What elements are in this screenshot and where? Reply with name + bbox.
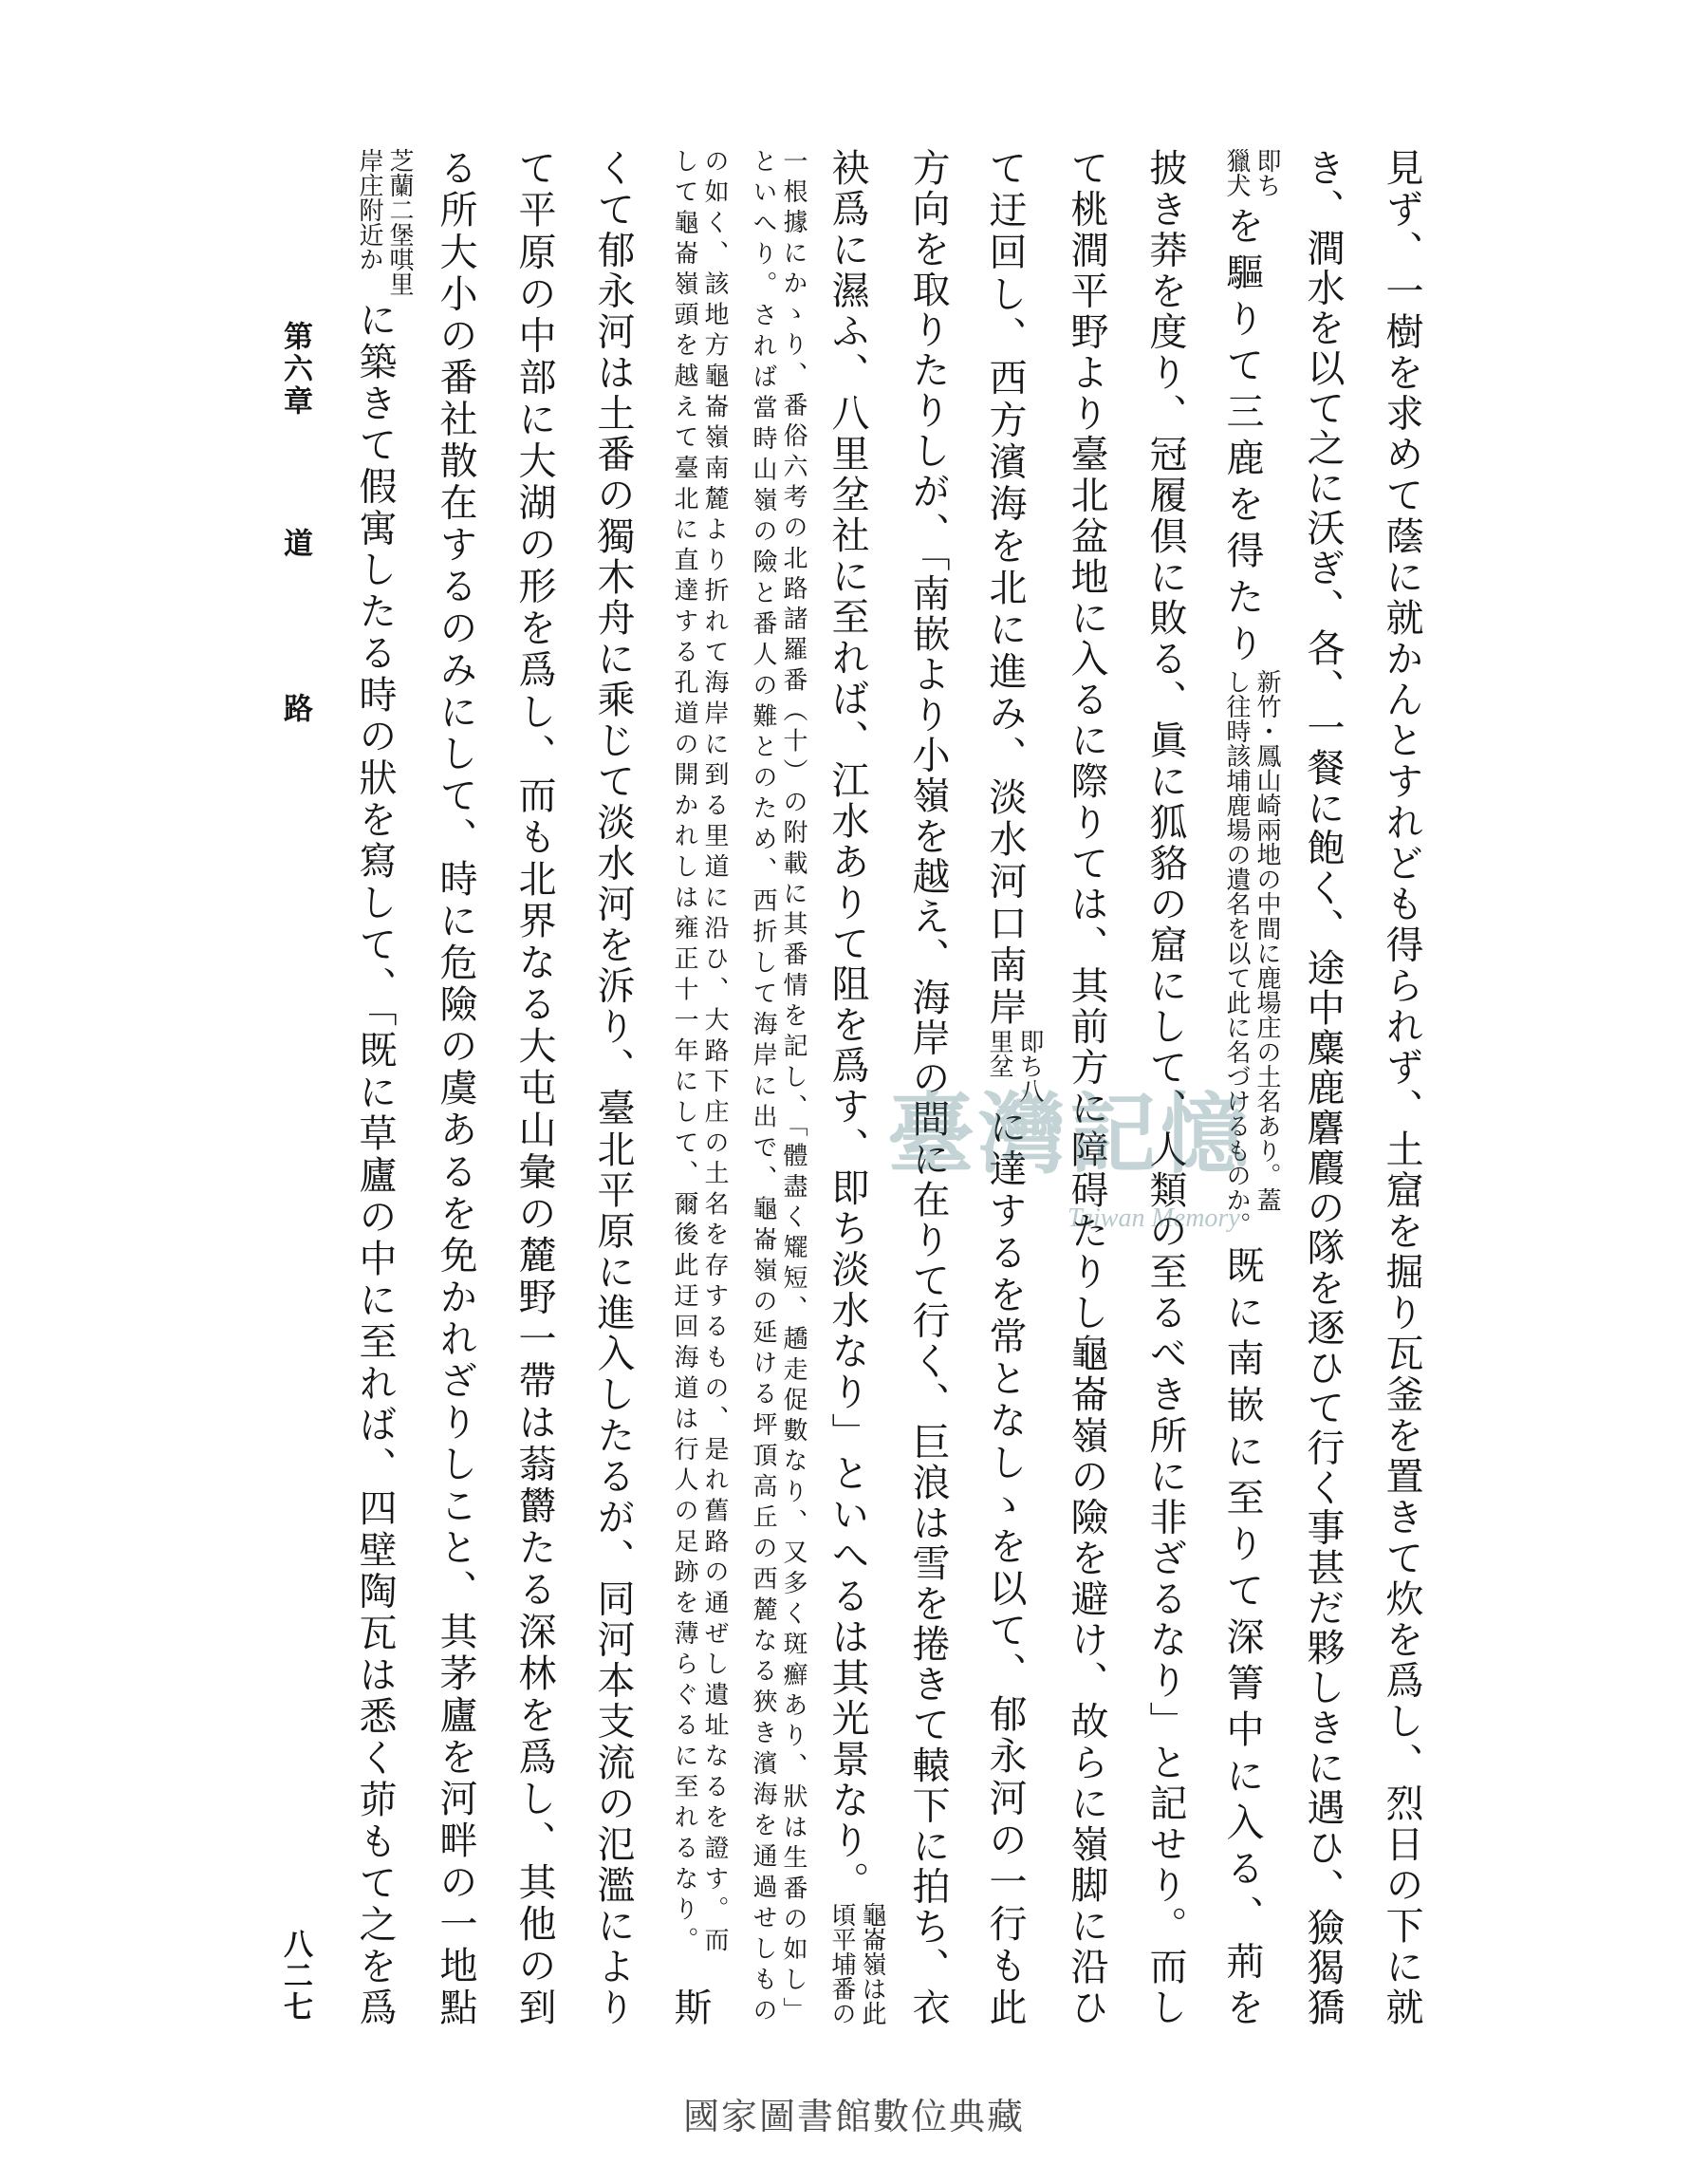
text-column-1 <box>1364 148 1439 2025</box>
annotation-line: 岸庄附近か <box>355 148 383 271</box>
annotation-line: し往時該埔鹿場の遺名を以て此に名づけるものか。 <box>1222 669 1251 1238</box>
text-column-2 <box>1285 148 1361 2025</box>
column-text: に築きて假寓したる時の狀を寫して、「既に草廬の中に至れば、四壁陶瓦は悉く茆もて之を爲 <box>353 296 397 2025</box>
text-column-14 <box>339 148 415 2025</box>
inline-annotation <box>1221 148 1282 197</box>
running-head-title-char: 路 <box>278 693 312 725</box>
text-column-9 <box>733 148 808 2025</box>
text-column-13 <box>418 148 493 2025</box>
inline-annotation <box>669 148 730 1951</box>
column-text: 方向を取りたりしが、「南嵌より小嶺を越え、海岸の間に在りて行く、巨浪は雪を捲きて轅下に拍ち、衣 <box>906 148 950 2025</box>
column-text: て平原の中部に大湖の形を爲し、而も北界なる大屯山彙の麓野一帶は蓊欝たる深林を爲し、其他の到 <box>512 148 556 2025</box>
running-head-title-char: 道 <box>278 528 312 560</box>
text-column-11 <box>575 148 651 2025</box>
annotation-line: 即ち <box>1253 148 1281 197</box>
annotation-line: の如く、該地方龜崙嶺南麓より折れて海岸に到る里道に沿ひ、大路下庄の土名を存するもの、是れ舊路の通ぜし遺址なるを證す。而 <box>700 148 729 1951</box>
column-text: て桃澗平野より臺北盆地に入るに際りては、其前方に障碍たりし龜崙嶺の險を避け、故らに嶺脚に沿ひ <box>1065 148 1108 2025</box>
annotation-line: 龜崙嶺は此 <box>858 1902 886 2025</box>
watermark-logo-subtitle: Taiwan Memory <box>1068 1203 1240 1233</box>
column-text: 斯 <box>668 1951 712 2025</box>
watermark-logo: 臺灣記憶 <box>887 1083 1253 1185</box>
column-text: 既に南嵌に至りて深箐中に入る、荊を <box>1220 1237 1264 2025</box>
column-text: 袂爲に濕ふ、八里坌社に至れば、江水ありて阻を爲す、即ち淡水なり」といへるは其光景なり。 <box>826 148 869 1902</box>
annotation-line: 即ち八 <box>1015 1028 1044 1103</box>
column-text: を驅りて三鹿を得たり <box>1220 197 1264 670</box>
text-column-12 <box>496 148 572 2025</box>
annotation-line: して龜崙嶺頭を越えて臺北に直達する孔道の開かれしは雍正十一年にして、爾後此迂回海道は行人の足跡を薄らぐるに至れるなり。 <box>670 148 698 1951</box>
column-text: 見ず、一樹を求めて蔭に就かんとすれども得られず、土窟を掘り瓦釜を置きて炊を爲し、烈日の下に就 <box>1380 148 1423 2025</box>
column-text: て迂回し、西方濱海を北に進み、淡水河口南岸 <box>983 148 1027 1029</box>
annotation-line: といへり。されば當時山嶺の險と番人の難とのため、西折して海岸に出で、龜崙嶺の延ける坪頂高丘の西麓なる狹き濱海を通過せしもの <box>749 148 777 2023</box>
annotation-line: 新竹・鳳山崎兩地の中間に鹿場庄の土名あり。蓋 <box>1253 669 1281 1213</box>
text-column-10 <box>654 148 730 2025</box>
text-column-8 <box>811 148 887 2025</box>
annotation-line: 里坌 <box>985 1028 1013 1078</box>
column-text: き、澗水を以て之に沃ぎ、各、一餐に飽く、途中麋鹿麏麚の隊を逐ひて行く事甚だ夥しきに遇ひ、獫猲獢 <box>1301 148 1345 2025</box>
footer-credit: 國家圖書館數位典藏 <box>682 2096 1025 2137</box>
column-text: に達するを常となしゝを以て、郁永河の一行も此 <box>983 1102 1027 2025</box>
inline-annotation <box>748 148 808 2022</box>
annotation-line: 獵犬 <box>1222 148 1251 197</box>
column-text: 披き莽を度り、冠履倶に敗る、眞に狐貉の窟にして、人類の至るべき所に非ざるなり」と記せり。而し <box>1143 148 1187 2025</box>
page-number: 八二七 <box>278 1929 312 2023</box>
annotation-line: 一根據にかゝり、番俗六考の北路諸羅番（十）の附載に其番情を記し、「體盡く矲短、趫走促數なり、又多く斑癬あり、狀は生番の如し」 <box>779 148 808 2022</box>
inline-annotation <box>826 1902 887 2025</box>
column-text: る所大小の番社散在するのみにして、時に危險の虞あるを免かれざりしこと、其茅廬を河畔の一地點 <box>434 148 477 2025</box>
column-text: くて郁永河は土番の獨木舟に乘じて淡水河を泝り、臺北平原に進入したるが、同河本支流の氾濫により <box>591 148 635 2025</box>
inline-annotation <box>354 148 415 296</box>
annotation-line: 頃平埔番の <box>827 1902 856 2025</box>
annotation-line: 芝蘭二堡唭里 <box>385 148 414 296</box>
running-head-chapter: 第六章 <box>278 321 312 418</box>
